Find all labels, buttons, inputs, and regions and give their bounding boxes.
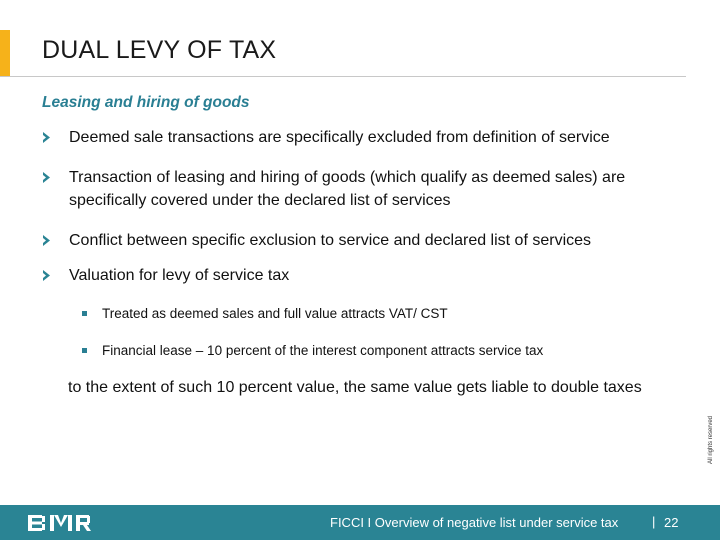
title-divider bbox=[0, 76, 686, 77]
bullet-item bbox=[42, 264, 682, 287]
bullet-item bbox=[42, 229, 682, 252]
chevron-right-icon bbox=[42, 270, 51, 281]
square-bullet-icon bbox=[82, 311, 87, 316]
footer-separator: | bbox=[652, 514, 656, 529]
title-accent-bar bbox=[0, 30, 10, 76]
sub-bullet-text: Treated as deemed sales and full value attracts VAT/ CST bbox=[102, 306, 448, 321]
footer-caption: FICCI I Overview of negative list under service tax bbox=[330, 515, 619, 530]
sub-bullet-item bbox=[82, 342, 662, 360]
bullet-text: Transaction of leasing and hiring of goods (which qualify as deemed sales) are specifically covered under the declared list of services bbox=[69, 169, 626, 209]
footer-bar bbox=[0, 505, 720, 540]
chevron-right-icon bbox=[42, 172, 51, 183]
slide-title: DUAL LEVY OF TAX bbox=[42, 36, 277, 64]
page-number: 22 bbox=[664, 515, 679, 530]
body-paragraph: to the extent of such 10 percent value, the same value gets liable to double taxes bbox=[68, 379, 642, 396]
square-bullet-icon bbox=[82, 348, 87, 353]
bmr-logo bbox=[28, 513, 92, 533]
bullet-item bbox=[42, 126, 682, 149]
sub-bullet-text: Financial lease – 10 percent of the interest component attracts service tax bbox=[102, 343, 544, 358]
sub-bullet-item bbox=[82, 305, 662, 323]
rights-reserved-note bbox=[704, 415, 718, 465]
slide-subtitle: Leasing and hiring of goods bbox=[42, 94, 250, 111]
bullet-text: Deemed sale transactions are specifically excluded from definition of service bbox=[69, 129, 610, 146]
chevron-right-icon bbox=[42, 235, 51, 246]
rights-reserved-text: All rights reserved bbox=[708, 415, 714, 465]
bullet-text: Valuation for levy of service tax bbox=[69, 267, 290, 284]
bullet-item bbox=[42, 166, 682, 212]
bullet-text: Conflict between specific exclusion to service and declared list of services bbox=[69, 232, 592, 249]
chevron-right-icon bbox=[42, 132, 51, 143]
